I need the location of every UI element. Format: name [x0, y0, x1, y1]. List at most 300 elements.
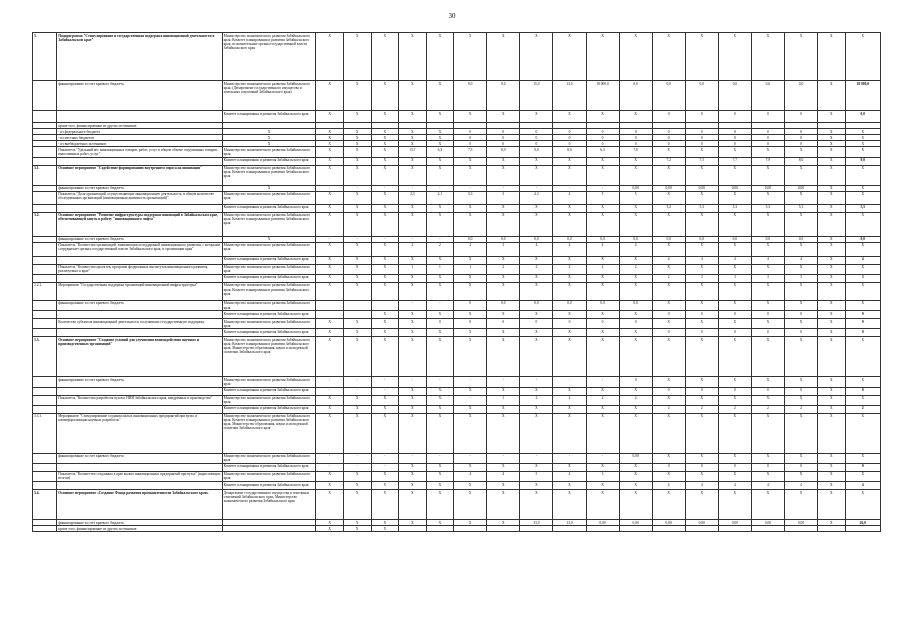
value-cell: Х	[784, 319, 817, 329]
value-cell: Х	[718, 147, 751, 157]
value-cell: Х	[371, 242, 399, 256]
value-cell: Х	[520, 256, 553, 264]
value-cell: -	[454, 185, 487, 191]
value-cell: Х	[718, 395, 751, 405]
value-cell: -	[371, 185, 399, 191]
value-cell: -	[343, 236, 371, 242]
value-cell: 0	[454, 300, 487, 310]
value-cell	[454, 526, 487, 532]
page-number: 30	[448, 12, 456, 20]
value-cell: 3	[586, 471, 619, 481]
value-cell: Х	[845, 453, 880, 463]
value-cell: Х	[487, 329, 520, 337]
table-row	[33, 377, 881, 387]
value-cell: Х	[718, 453, 751, 463]
value-cell: Х	[652, 413, 685, 453]
value-cell: 0	[845, 387, 880, 395]
value-cell: Х	[845, 185, 880, 191]
value-cell	[784, 526, 817, 532]
value-cell: Х	[426, 212, 454, 236]
value-cell: 18 000,0	[586, 81, 619, 111]
value-cell: 0,0	[845, 236, 880, 242]
value-cell: Х	[845, 33, 880, 81]
value-cell: Х	[553, 282, 586, 300]
value-cell: Х	[619, 204, 652, 212]
value-cell: Х	[818, 520, 846, 526]
value-cell: 2,1	[426, 191, 454, 204]
value-cell: Х	[371, 141, 399, 147]
value-cell: 0,0	[652, 81, 685, 111]
value-cell: Х	[751, 147, 784, 157]
value-cell: 0	[718, 387, 751, 395]
value-cell: Х	[454, 157, 487, 165]
value-cell: 4	[619, 242, 652, 256]
value-cell: Х	[520, 463, 553, 471]
value-cell	[426, 526, 454, 532]
value-cell: Х	[718, 165, 751, 185]
value-cell: Х	[399, 33, 427, 81]
responsible-cell: Комитет планирования и развития Забайкальского края	[222, 311, 316, 319]
value-cell: Х	[652, 147, 685, 157]
item-name-cell: финансирование за счет краевого бюджета	[57, 377, 222, 387]
value-cell: Х	[619, 405, 652, 413]
value-cell: 0	[784, 311, 817, 319]
value-cell: 4	[652, 482, 685, 490]
table-row	[33, 81, 881, 111]
value-cell: 0	[586, 141, 619, 147]
value-cell: Х	[487, 413, 520, 453]
value-cell: Х	[751, 191, 784, 204]
item-name-cell: Количество субъектов инновационной деятельности, получивших государственную поддержку	[57, 319, 222, 329]
value-cell: Х	[426, 413, 454, 453]
value-cell: 13,0	[553, 81, 586, 111]
value-cell: Х	[553, 256, 586, 264]
value-cell: -	[586, 377, 619, 387]
value-cell: Х	[751, 33, 784, 81]
value-cell: 0,0	[784, 236, 817, 242]
value-cell: Х	[652, 165, 685, 185]
value-cell: Х	[586, 490, 619, 520]
value-cell: Х	[685, 413, 718, 453]
responsible-cell: Министерство экономического развития Забайкальского края	[222, 191, 316, 204]
value-cell: Х	[371, 471, 399, 481]
value-cell: 0	[454, 319, 487, 329]
item-name-cell: Подпрограмма "Стимулирование и государственная поддержка инновационной деятельности в Забайкальском крае"	[57, 33, 222, 81]
value-cell	[652, 526, 685, 532]
value-cell: Х	[619, 387, 652, 395]
value-cell	[316, 311, 344, 319]
value-cell: Х	[553, 413, 586, 453]
value-cell: Х	[399, 463, 427, 471]
value-cell: Х	[426, 141, 454, 147]
value-cell: Х	[818, 405, 846, 413]
value-cell: 0	[784, 387, 817, 395]
responsible-cell: Министерство экономического развития Забайкальского края, Комитет планирования и развития Забайкальского края	[222, 212, 316, 236]
row-number-cell	[33, 453, 57, 463]
item-name-cell	[57, 157, 222, 165]
value-cell	[553, 526, 586, 532]
value-cell: Х	[619, 33, 652, 81]
value-cell: Х	[818, 282, 846, 300]
value-cell: 4	[553, 242, 586, 256]
value-cell: -	[399, 453, 427, 463]
value-cell: 0,0	[520, 236, 553, 242]
row-number-cell: 3.3.	[33, 337, 57, 377]
value-cell: Х	[718, 319, 751, 329]
value-cell: Х	[845, 129, 880, 135]
responsible-cell: Министерство экономического развития Забайкальского края	[222, 453, 316, 463]
value-cell	[845, 526, 880, 532]
row-number-cell	[33, 191, 57, 204]
value-cell: Х	[586, 282, 619, 300]
value-cell: Х	[343, 129, 371, 135]
value-cell: Х	[399, 274, 427, 282]
value-cell: Х	[343, 405, 371, 413]
item-name-cell: кроме того, финансирование из других источников:	[57, 526, 222, 532]
value-cell: Х	[619, 337, 652, 377]
responsible-cell: Министерство экономического развития Забайкальского края	[222, 319, 316, 329]
value-cell: -	[343, 185, 371, 191]
value-cell: Х	[426, 463, 454, 471]
value-cell: Х	[343, 191, 371, 204]
value-cell: 0,00	[784, 185, 817, 191]
value-cell: Х	[399, 319, 427, 329]
value-cell: Х	[316, 395, 344, 405]
value-cell: Х	[371, 526, 399, 532]
value-cell: 0,0	[718, 236, 751, 242]
value-cell: 5,3	[784, 204, 817, 212]
value-cell: Х	[619, 329, 652, 337]
value-cell: 13,0	[520, 520, 553, 526]
responsible-cell: Х	[222, 141, 316, 147]
responsible-cell: Комитет планирования и развития Забайкальского края	[222, 405, 316, 413]
value-cell: Х	[426, 387, 454, 395]
value-cell: Х	[718, 377, 751, 387]
value-cell: 0	[845, 463, 880, 471]
value-cell: 0	[652, 463, 685, 471]
value-cell: 0,0	[487, 300, 520, 310]
value-cell: Х	[619, 490, 652, 520]
table-row	[33, 274, 881, 282]
row-number-cell	[33, 157, 57, 165]
item-name-cell	[57, 405, 222, 413]
value-cell: Х	[619, 463, 652, 471]
table-row	[33, 319, 881, 329]
value-cell: Х	[586, 387, 619, 395]
value-cell: 26,0	[845, 520, 880, 526]
value-cell: Х	[553, 387, 586, 395]
value-cell: Х	[685, 395, 718, 405]
value-cell: 5	[586, 191, 619, 204]
value-cell: 5	[619, 191, 652, 204]
value-cell: 4	[553, 471, 586, 481]
value-cell: 7,9	[751, 157, 784, 165]
value-cell: Х	[316, 81, 344, 111]
row-number-cell	[33, 81, 57, 111]
value-cell: 3	[751, 274, 784, 282]
value-cell: Х	[784, 395, 817, 405]
value-cell: Х	[316, 111, 344, 123]
value-cell: 4,3	[520, 191, 553, 204]
value-cell: Х	[316, 242, 344, 256]
value-cell: Х	[487, 204, 520, 212]
value-cell: Х	[520, 311, 553, 319]
item-name-cell: кроме того, финансирование из других источников:	[57, 123, 222, 129]
responsible-cell: Х	[222, 135, 316, 141]
value-cell: Х	[652, 264, 685, 274]
value-cell: 0,00	[685, 520, 718, 526]
item-name-cell: финансирование за счет краевого бюджета	[57, 185, 222, 191]
value-cell: Х	[685, 337, 718, 377]
value-cell: Х	[586, 204, 619, 212]
value-cell: Х	[487, 337, 520, 377]
value-cell: 0	[685, 329, 718, 337]
value-cell: Х	[619, 256, 652, 264]
table-row	[33, 311, 881, 319]
value-cell: Х	[751, 242, 784, 256]
value-cell: Х	[845, 212, 880, 236]
table-row	[33, 471, 881, 481]
value-cell: 6,3	[586, 147, 619, 157]
value-cell: Х	[399, 157, 427, 165]
table-row	[33, 147, 881, 157]
value-cell: 0,0	[652, 236, 685, 242]
value-cell: 0,00	[718, 520, 751, 526]
value-cell: Х	[371, 490, 399, 520]
value-cell: Х	[316, 337, 344, 377]
value-cell	[718, 526, 751, 532]
value-cell: -	[343, 387, 371, 395]
value-cell: Х	[399, 482, 427, 490]
value-cell: Х	[619, 413, 652, 453]
value-cell: Х	[818, 482, 846, 490]
value-cell: Х	[520, 482, 553, 490]
value-cell: Х	[371, 147, 399, 157]
value-cell: Х	[553, 165, 586, 185]
value-cell: 0,00	[619, 520, 652, 526]
value-cell: 0	[426, 319, 454, 329]
responsible-cell: Министерство экономического развития Забайкальского края, Комитет планирования и развития Забайкальского края	[222, 282, 316, 300]
value-cell: Х	[454, 337, 487, 377]
value-cell: Х	[784, 453, 817, 463]
value-cell: 5,5	[845, 204, 880, 212]
value-cell: Х	[784, 490, 817, 520]
value-cell: Х	[487, 157, 520, 165]
value-cell: Х	[454, 212, 487, 236]
value-cell: Х	[751, 395, 784, 405]
responsible-cell: Министерство экономического развития Забайкальского края, Комитет планирования и развития Забайкальского края	[222, 165, 316, 185]
value-cell: Х	[343, 157, 371, 165]
value-cell: Х	[399, 311, 427, 319]
row-number-cell	[33, 319, 57, 329]
value-cell: 2	[751, 405, 784, 413]
value-cell: -	[316, 463, 344, 471]
value-cell: Х	[454, 387, 487, 395]
value-cell: 0	[520, 319, 553, 329]
value-cell: Х	[845, 471, 880, 481]
table-body	[33, 33, 881, 532]
row-number-cell	[33, 463, 57, 471]
value-cell: 0	[751, 387, 784, 395]
value-cell: Х	[553, 111, 586, 123]
value-cell: 4	[586, 242, 619, 256]
item-name-cell: - из внебюджетных источников	[57, 141, 222, 147]
value-cell: -	[553, 453, 586, 463]
value-cell: Х	[487, 463, 520, 471]
value-cell	[619, 526, 652, 532]
value-cell: Х	[316, 520, 344, 526]
value-cell: Х	[818, 337, 846, 377]
value-cell: Х	[316, 147, 344, 157]
value-cell: 0	[619, 377, 652, 387]
value-cell: Х	[454, 111, 487, 123]
value-cell: Х	[619, 165, 652, 185]
value-cell: Х	[818, 147, 846, 157]
value-cell: Х	[426, 329, 454, 337]
table-row	[33, 453, 881, 463]
value-cell: Х	[619, 471, 652, 481]
value-cell: Х	[426, 165, 454, 185]
value-cell: Х	[343, 274, 371, 282]
value-cell: Х	[371, 204, 399, 212]
row-number-cell	[33, 242, 57, 256]
responsible-cell: Комитет планирования и развития Забайкальского края	[222, 111, 316, 123]
value-cell: Х	[454, 482, 487, 490]
value-cell: -	[553, 185, 586, 191]
value-cell: Х	[399, 520, 427, 526]
value-cell: -	[399, 300, 427, 310]
value-cell	[818, 526, 846, 532]
value-cell: Х	[426, 157, 454, 165]
value-cell: Х	[553, 204, 586, 212]
item-name-cell: Основное мероприятие "Создание условий для улучшения взаимодействия научных и производственных организаций"	[57, 337, 222, 377]
value-cell: -	[426, 453, 454, 463]
value-cell: 5,3	[751, 204, 784, 212]
responsible-cell: Министерство экономического развития Забайкальского края	[222, 377, 316, 387]
row-number-cell	[33, 204, 57, 212]
value-cell: Х	[316, 191, 344, 204]
value-cell: 0,00	[685, 185, 718, 191]
value-cell: 0	[685, 111, 718, 123]
value-cell: Х	[586, 33, 619, 81]
value-cell: 0,00	[619, 185, 652, 191]
value-cell: 0,0	[619, 300, 652, 310]
value-cell: Х	[487, 256, 520, 264]
value-cell: 0	[652, 129, 685, 135]
value-cell: Х	[818, 191, 846, 204]
value-cell: Х	[751, 300, 784, 310]
value-cell: Х	[316, 135, 344, 141]
value-cell: Х	[845, 242, 880, 256]
item-name-cell: финансирование за счет краевого бюджета	[57, 81, 222, 111]
value-cell: -	[487, 185, 520, 191]
value-cell: Х	[520, 274, 553, 282]
value-cell: 0	[718, 135, 751, 141]
value-cell: 0,0	[454, 81, 487, 111]
value-cell: Х	[845, 490, 880, 520]
value-cell: Х	[784, 377, 817, 387]
value-cell: 3	[685, 274, 718, 282]
value-cell: Х	[371, 395, 399, 405]
value-cell: 8,9	[487, 147, 520, 157]
value-cell: Х	[586, 405, 619, 413]
value-cell: Х	[371, 135, 399, 141]
value-cell: Х	[845, 165, 880, 185]
value-cell: 6,3	[426, 147, 454, 157]
item-name-cell	[57, 311, 222, 319]
value-cell: Х	[652, 242, 685, 256]
table-row	[33, 405, 881, 413]
value-cell: Х	[343, 264, 371, 274]
value-cell: Х	[652, 300, 685, 310]
value-cell: -	[316, 185, 344, 191]
value-cell: Х	[343, 111, 371, 123]
value-cell: Х	[399, 129, 427, 135]
value-cell: Х	[454, 204, 487, 212]
item-name-cell	[57, 387, 222, 395]
value-cell: Х	[520, 111, 553, 123]
value-cell: 2	[652, 405, 685, 413]
row-number-cell	[33, 329, 57, 337]
value-cell: Х	[487, 405, 520, 413]
value-cell: -	[399, 185, 427, 191]
value-cell: Х	[718, 413, 751, 453]
value-cell: 0,0	[685, 236, 718, 242]
value-cell: 0	[751, 129, 784, 135]
value-cell: -	[426, 236, 454, 242]
value-cell: Х	[371, 212, 399, 236]
row-number-cell	[33, 395, 57, 405]
value-cell: Х	[371, 256, 399, 264]
value-cell: Х	[426, 111, 454, 123]
program-table	[32, 32, 881, 532]
value-cell	[343, 300, 371, 310]
value-cell: 0	[751, 135, 784, 141]
value-cell: Х	[718, 264, 751, 274]
value-cell: Х	[316, 141, 344, 147]
value-cell: 2	[718, 405, 751, 413]
value-cell: Х	[371, 157, 399, 165]
value-cell: -	[399, 377, 427, 387]
value-cell: 0,0	[751, 236, 784, 242]
value-cell: 0	[751, 463, 784, 471]
value-cell: Х	[586, 337, 619, 377]
value-cell: Х	[586, 311, 619, 319]
value-cell: Х	[426, 274, 454, 282]
row-number-cell	[33, 111, 57, 123]
value-cell: Х	[520, 33, 553, 81]
value-cell: 0,0	[553, 236, 586, 242]
value-cell: Х	[751, 319, 784, 329]
value-cell: Х	[818, 453, 846, 463]
value-cell: Х	[520, 413, 553, 453]
value-cell: Х	[685, 453, 718, 463]
value-cell	[751, 526, 784, 532]
table-row	[33, 490, 881, 520]
value-cell: Х	[652, 490, 685, 520]
value-cell: Х	[454, 520, 487, 526]
value-cell: 13,7	[399, 147, 427, 157]
value-cell: 0	[784, 329, 817, 337]
value-cell: Х	[619, 482, 652, 490]
value-cell: Х	[316, 212, 344, 236]
value-cell: Х	[426, 33, 454, 81]
value-cell: 0,00	[718, 185, 751, 191]
value-cell: Х	[371, 165, 399, 185]
value-cell: Х	[399, 111, 427, 123]
value-cell: Х	[751, 413, 784, 453]
value-cell: -	[316, 236, 344, 242]
